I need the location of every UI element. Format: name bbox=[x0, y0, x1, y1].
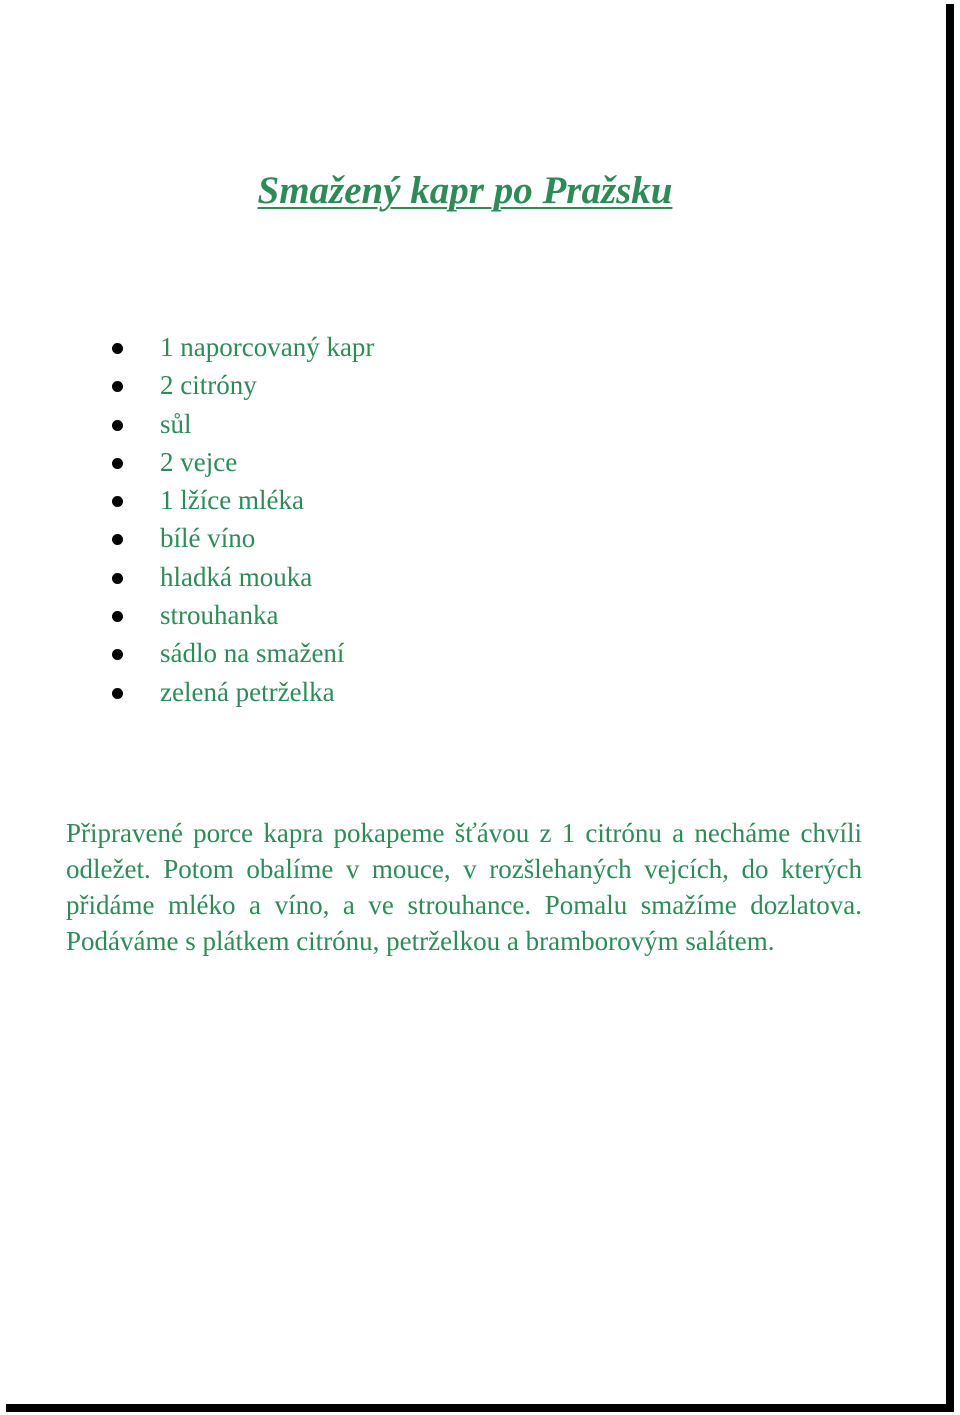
bullet-icon bbox=[112, 496, 123, 507]
ingredient-text: 2 vejce bbox=[160, 446, 238, 477]
ingredient-text: bílé víno bbox=[160, 523, 256, 554]
bullet-icon bbox=[112, 688, 123, 699]
ingredient-item bbox=[112, 405, 374, 443]
ingredient-text: 2 citróny bbox=[160, 370, 257, 401]
bullet-icon bbox=[112, 611, 123, 622]
ingredient-text: 1 lžíce mléka bbox=[160, 485, 304, 516]
ingredient-item bbox=[112, 558, 374, 596]
ingredient-item bbox=[112, 634, 374, 672]
bullet-icon bbox=[112, 420, 123, 431]
ingredient-item bbox=[112, 366, 374, 404]
ingredient-text: 1 naporcovaný kapr bbox=[160, 332, 375, 362]
bullet-icon bbox=[112, 573, 123, 584]
ingredient-text: sůl bbox=[160, 408, 192, 439]
ingredient-item bbox=[112, 673, 374, 711]
ingredient-item bbox=[112, 328, 374, 366]
bullet-icon bbox=[112, 381, 123, 392]
recipe-title: Smažený kapr po Pražsku bbox=[257, 169, 673, 212]
instructions-paragraph: Připravené porce kapra pokapeme šťávou z 1 citrónu a necháme chvíli odležet. Potom obalíme v mouce, v rozšlehaných vejcích, do kterých přidáme mléko a víno, a ve strouhance. Pomalu smažíme dozlatova. Podáváme s plátkem citrónu, petrželkou a bramborovým salátem. bbox=[66, 818, 862, 956]
bullet-icon bbox=[112, 343, 123, 354]
bullet-icon bbox=[112, 649, 123, 660]
ingredient-item bbox=[112, 519, 374, 557]
ingredient-item bbox=[112, 481, 374, 519]
page-shadow-bottom bbox=[6, 1404, 954, 1412]
bullet-icon bbox=[112, 458, 123, 469]
ingredient-item bbox=[112, 596, 374, 634]
page-shadow-right bbox=[946, 4, 954, 1412]
ingredient-list bbox=[112, 328, 374, 711]
ingredient-text: hladká mouka bbox=[160, 561, 313, 592]
bullet-icon bbox=[112, 534, 123, 545]
ingredient-text: strouhanka bbox=[160, 600, 279, 631]
ingredient-text: sádlo na smažení bbox=[160, 638, 345, 669]
ingredient-item bbox=[112, 443, 374, 481]
ingredient-text: zelená petrželka bbox=[160, 676, 335, 707]
